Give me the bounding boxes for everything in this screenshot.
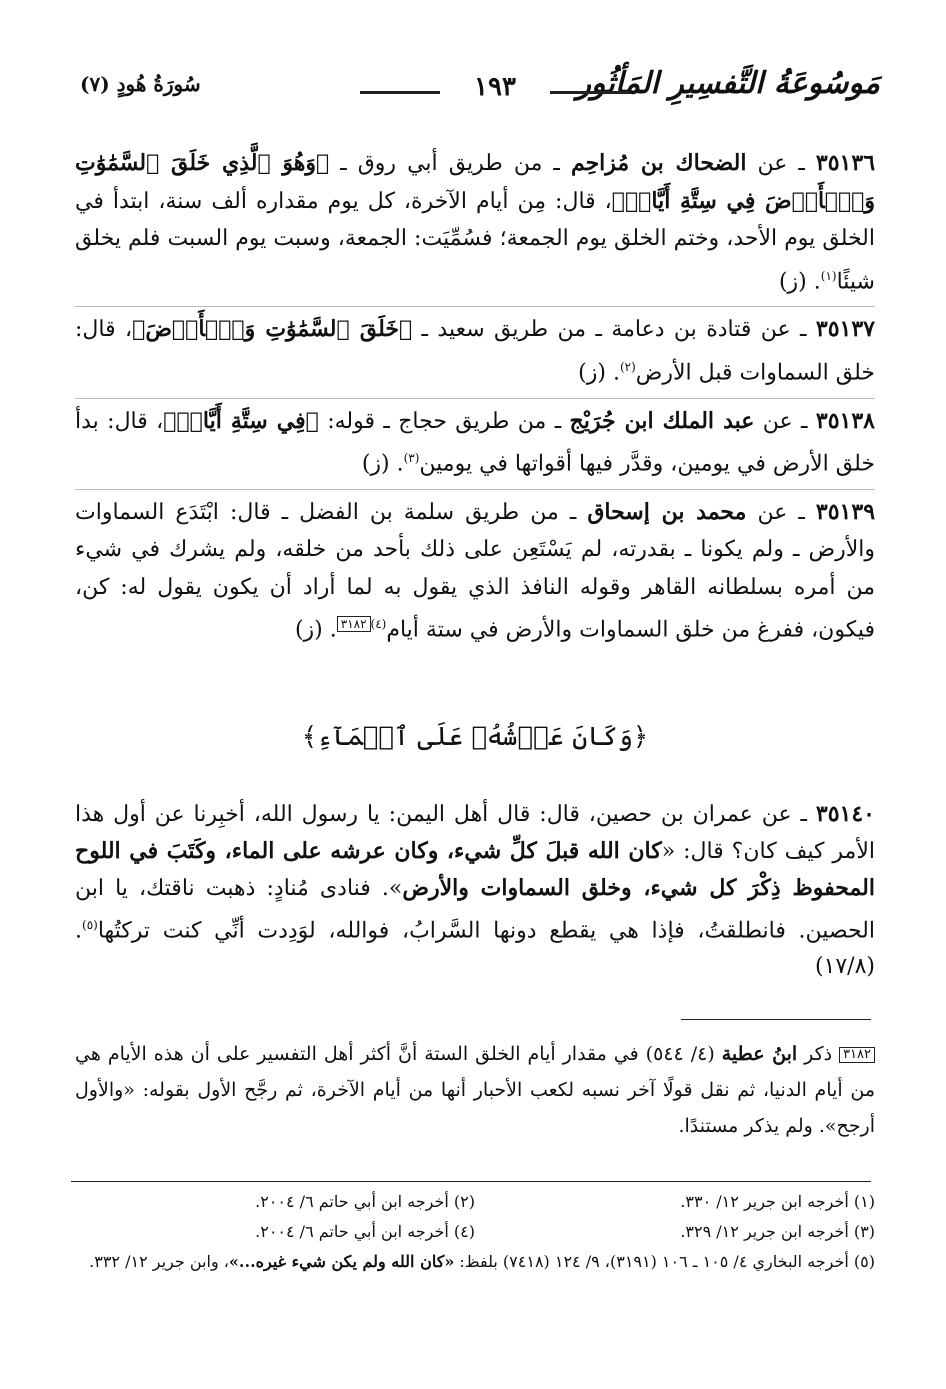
narration-number: ٣٥١٣٨ [815, 407, 875, 434]
footnote-ref: (٢) [619, 359, 636, 374]
source-tag: . (ز) [578, 360, 620, 386]
footnote-1: (١) أخرجه ابن جرير ١٢/ ٣٣٠. [680, 1192, 875, 1211]
footnotes [75, 1187, 875, 1277]
narration-35137: ٣٥١٣٧ ـ عن قتادة بن دعامة ـ من طريق سعيد ـ ﴿خَلَقَ ٱلسَّمَٰوَٰتِ وَٱلۡأَرۡضَ﴾، قال: خلق السماوات قبل الأرض$^{(٢)}$. (ز) [75, 311, 875, 398]
footnote-2: (٢) أخرجه ابن أبي حاتم ٦/ ٢٠٠٤. [255, 1192, 475, 1211]
narration-35138: ٣٥١٣٨ ـ عن عبد الملك ابن جُرَيْج ـ من طريق حجاج ـ قوله: ﴿فِي سِتَّةِ أَيَّامٖ﴾، قال: بدأ خلق الأرض في يومين، وقدَّر فيها أقواتها في يومين$^{(٣)}$. (ز) [75, 403, 875, 490]
narration-35140: ٣٥١٤٠ ـ عن عمران بن حصين، قال: قال أهل اليمن: يا رسول الله، أخبِرنا عن أول هذا الأمر كيف كان؟ قال: «كان الله قبلَ كلِّ شيء، وكان عرشه على الماء، وكَتَبَ في اللوح المحفوظ ذِكْرَ كل شيء، وخلق السماوات والأرض». فنادى مُنادٍ: ذهبت ناقتك، يا ابن الحصين. فانطلقتُ، فإذا هي يقطع دونها السَّرابُ، فوالله، لوَدِدت أنِّي كنت تركتُها$^{(٥)}$. (١٧/٨) [75, 801, 875, 980]
surah-label: سُورَةُ هُودٍ (٧) [80, 72, 201, 96]
footnote-3: (٣) أخرجه ابن جرير ١٢/ ٣٢٩. [680, 1222, 875, 1241]
narration-number: ٣٥١٣٦ [815, 150, 876, 176]
scholar-name: ابنُ عطية [721, 1043, 798, 1065]
header-rule-left [360, 91, 440, 94]
footnote-divider [71, 1181, 871, 1182]
source-tag: . (١٧/٨) [75, 918, 875, 980]
narrator-name: الضحاك بن مُزاحِم [570, 150, 747, 176]
narrator-name: عبد الملك ابن جُرَيْج [569, 407, 755, 434]
quran-verse: ﴿فِي سِتَّةِ أَيَّامٖ﴾ [163, 407, 319, 434]
footnote-ref: (٥) [82, 918, 98, 932]
narrator-name: محمد بن إسحاق [587, 498, 747, 525]
page-number: ١٩٣ [474, 72, 516, 102]
narration-number: ٣٥١٣٧ [815, 316, 875, 343]
narration-35139: ٣٥١٣٩ ـ عن محمد بن إسحاق ـ من طريق سلمة بن الفضل ـ قال: ابْتَدَع السماوات والأرض ـ ولم يكونا ـ بقدرته، لم يَسْتَعِن على ذلك بأحد من خلقه، ولم يشرك في شيء من أمره بسلطانه القاهر وقوله النافذ الذي يقول به لما أراد أن يكون يقول له: كن، فيكون، ففرغ من خلق السماوات والأرض في ستة أيام$^{(٤)}$٣١٨٢. (ز) [75, 498, 876, 643]
book-title: مَوسُوعَةُ التَّفسِيرِ المَأثُور [576, 66, 880, 101]
quran-verse: ﴿وَهُوَ ٱلَّذِي خَلَقَ ٱلسَّمَٰوَٰتِ وَٱلۡأَرۡضَ فِي سِتَّةِ أَيَّامٖ﴾ [75, 150, 875, 214]
commentary-note: ٣١٨٢ ذكر ابنُ عطية (٤/ ٥٤٤) في مقدار أيام الخلق الستة أنَّ أكثر أهل التفسير على أن هذه الأيام هي من أيام الدنيا، ثم نقل قولًا آخر نسبه لكعب الأحبار أنها من أيام الآخرة، ثم رجَّح الأول بقوله: «والأول أرجح». ولم يذكر مستندًا. [75, 1043, 875, 1137]
note-number-box: ٣١٨٢ [839, 1047, 875, 1063]
source-tag: . (ز) [778, 268, 821, 294]
footnote-row [75, 1217, 875, 1247]
footnote-5: (٥) أخرجه البخاري ٤/ ١٠٥ ـ ١٠٦ (٣١٩١)، ٩/ ١٢٤ (٧٤١٨) بلفظ: «كان الله ولم يكن شيء غيره...»، وابن جرير ١٢/ ٣٣٢. [89, 1252, 875, 1271]
narration-35136: ٣٥١٣٦ ـ عن الضحاك بن مُزاحِم ـ من طريق أبي روق ـ ﴿وَهُوَ ٱلَّذِي خَلَقَ ٱلسَّمَٰوَٰتِ وَٱلۡأَرۡضَ فِي سِتَّةِ أَيَّامٖ﴾، قال: مِن أيام الآخرة، كل يوم مقداره ألف سنة، ابتدأ في الخلق يوم الأحد، وختم الخلق يوم الجمعة؛ فسُمِّيَت: الجمعة، وسبت يوم السبت فلم يخلق شيئًا$^{(١)}$. (ز) [75, 145, 875, 307]
page-header [80, 60, 880, 120]
footnote-row [75, 1187, 875, 1217]
hadith-text: كان الله قبلَ كلِّ شيء، وكان عرشه على الماء، وكَتَبَ في اللوح المحفوظ ذِكْرَ كل شيء، وخلق السماوات والأرض [75, 838, 875, 901]
narration-number: ٣٥١٣٩ [815, 498, 876, 525]
footnote-ref: (٣) [403, 451, 420, 466]
narration-number: ٣٥١٤٠ [815, 801, 875, 827]
footnote-ref: (٤) [370, 617, 387, 632]
page-number-ornament [360, 72, 630, 102]
narrations [75, 145, 875, 655]
header-rule-right [550, 91, 630, 94]
note-divider [681, 1019, 871, 1020]
source-tag: . (ز) [361, 451, 404, 477]
section-heading: ﴿وَكَانَ عَرۡشُهُۥ عَلَى ٱلۡمَآءِ﴾ [301, 722, 649, 752]
source-tag: . (ز) [294, 617, 337, 643]
footnote-4: (٤) أخرجه ابن أبي حاتم ٦/ ٢٠٠٤. [255, 1222, 475, 1241]
footnote-ref: (١) [820, 268, 837, 283]
hadith-wording: «كان الله ولم يكن شيء غيره...» [228, 1252, 455, 1271]
quran-verse: ﴿خَلَقَ ٱلسَّمَٰوَٰتِ وَٱلۡأَرۡضَ﴾ [132, 316, 413, 343]
note-ref-box: ٣١٨٢ [337, 616, 371, 632]
